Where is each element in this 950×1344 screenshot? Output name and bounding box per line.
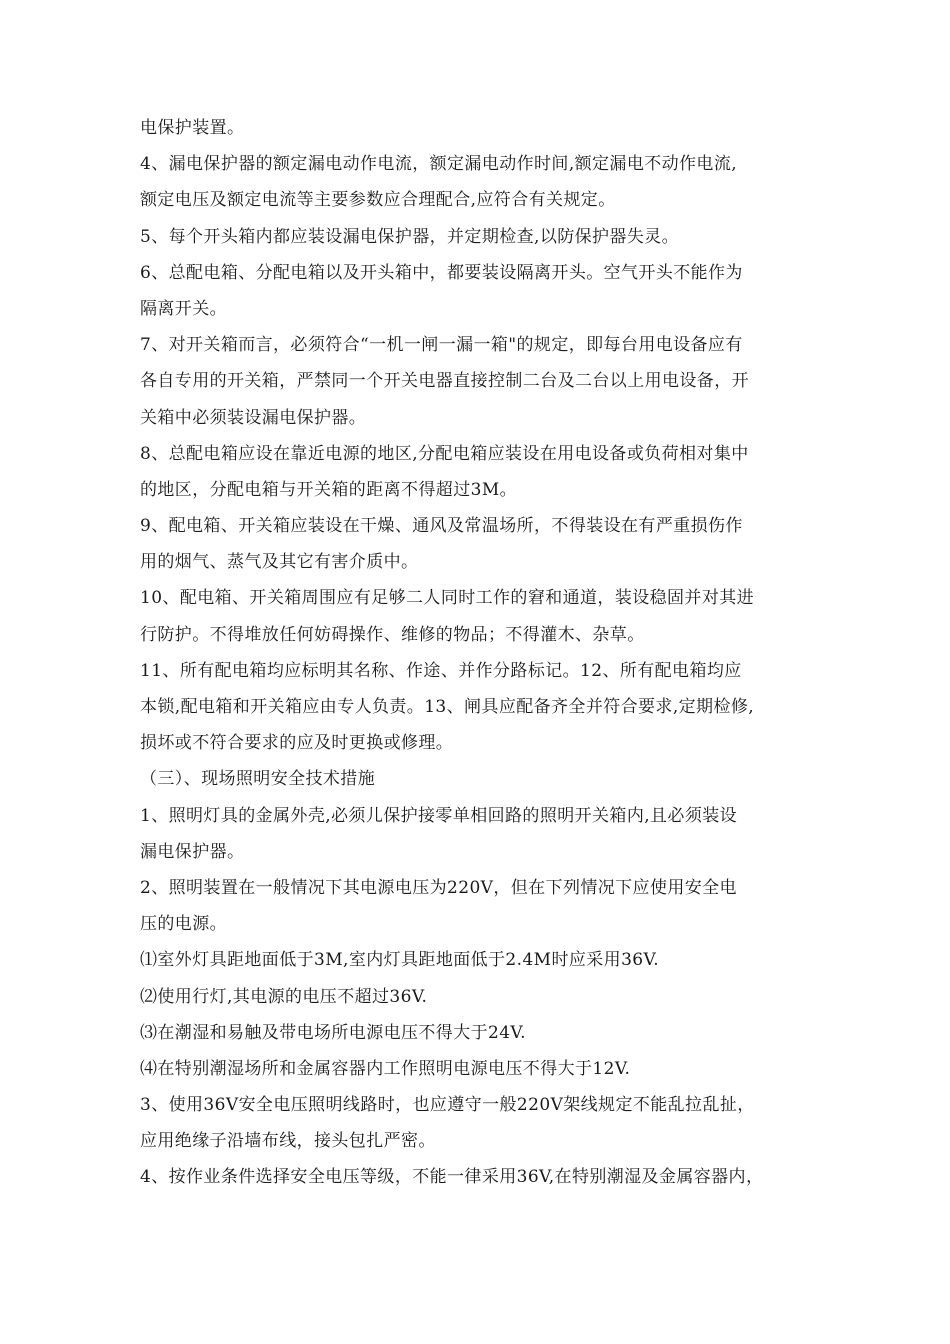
text-line: ⑵使用行灯,其电源的电压不超过36V. [140, 986, 428, 1007]
text-line: 漏电保护器。 [140, 841, 245, 862]
text-line: ⑴室外灯具距地面低于3M,室内灯具距地面低于2.4M时应采用36V. [140, 950, 660, 971]
text-line: 1、照明灯具的金属外壳,必须儿保护接零单相回路的照明开关箱内,且必须装设 [140, 805, 738, 826]
text-line: 行防护。不得堆放任何妨碍操作、维修的物品；不得灌木、杂草。 [140, 624, 645, 645]
text-line: 各自专用的开关箱，严禁同一个开关电器直接控制二台及二台以上用电设备，开 [140, 371, 749, 392]
text-line: 本锁,配电箱和开关箱应由专人负责。13、闸具应配备齐全并符合要求,定期检修, [140, 697, 755, 717]
text-line: 隔离开关。 [140, 298, 227, 319]
text-line: 8、总配电箱应设在靠近电源的地区,分配电箱应装设在用电设备或负荷相对集中 [140, 443, 749, 464]
text-line: 9、配电箱、开关箱应装设在干燥、通风及常温场所，不得装设在有严重损伤作 [140, 516, 743, 537]
text-line: 应用绝缘子沿墙布线，接头包扎严密。 [140, 1131, 436, 1152]
text-line: ⑷在特别潮湿场所和金属容器内工作照明电源电压不得大于12V. [140, 1058, 631, 1079]
text-line: 3、使用36V安全电压照明线路时，也应遵守一般220V架线规定不能乱拉乱扯， [140, 1095, 755, 1116]
text-line: 电保护装置。 [140, 118, 245, 138]
text-line: 7、对开关箱而言，必须符合“一机一闸一漏一箱"的规定，即每台用电设备应有 [140, 335, 743, 356]
text-line: 5、每个开头箱内都应装设漏电保护器，并定期检查,以防保护器失灵。 [140, 226, 680, 247]
text-line: 压的电源。 [140, 914, 227, 935]
section-heading: （三）、现场照明安全技术措施 [140, 769, 376, 790]
document-body [140, 114, 830, 1200]
text-line: 关箱中必须装设漏电保护器。 [140, 407, 367, 428]
text-line: 额定电压及额定电流等主要参数应合理配合,应符合有关规定。 [140, 190, 616, 211]
text-line: 6、总配电箱、分配电箱以及开头箱中，都要装设隔离开头。空气开头不能作为 [140, 262, 743, 283]
text-line: 10、配电箱、开关箱周围应有足够二人同时工作的窘和通道，装设稳固并对其进 [140, 588, 755, 609]
text-line: ⑶在潮湿和易触及带电场所电源电压不得大于24V. [140, 1022, 526, 1043]
text-line: 2、照明装置在一般情况下其电源电压为220V，但在下列情况下应使用安全电 [140, 877, 737, 898]
text-line: 4、漏电保护器的额定漏电动作电流，额定漏电动作时间,额定漏电不动作电流, [140, 154, 738, 175]
text-line: 4、按作业条件选择安全电压等级，不能一律采用36V,在特别潮湿及金属容器内， [140, 1167, 764, 1188]
text-line: 的地区，分配电箱与开关箱的距离不得超过3M。 [140, 479, 518, 500]
text-line: 用的烟气、蒸气及其它有害介质中。 [140, 552, 419, 573]
text-line: 11、所有配电箱均应标明其名称、作途、并作分路标记。12、所有配电箱均应 [140, 660, 742, 681]
text-line: 损坏或不符合要求的应及时更换或修理。 [140, 733, 454, 754]
